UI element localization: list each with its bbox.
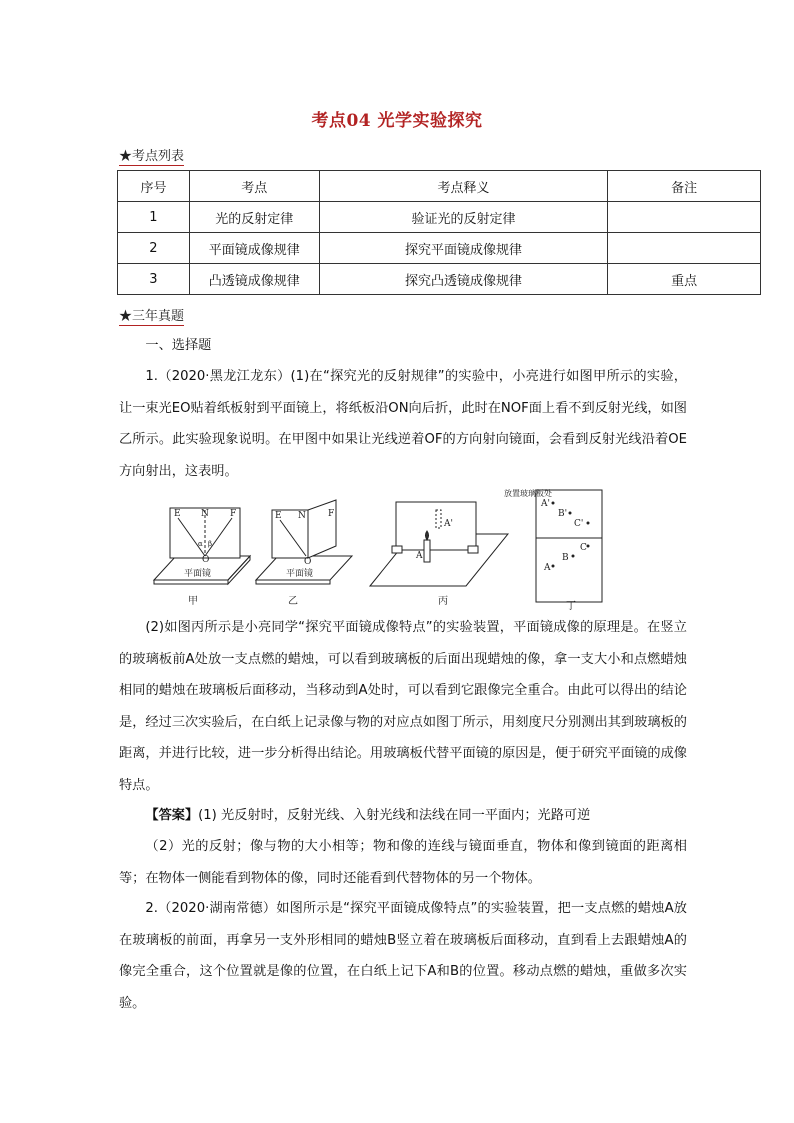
table-cell: 探究平面镜成像规律 — [319, 233, 608, 264]
mirror-label-jia: 平面镜 — [184, 569, 212, 579]
table-row — [118, 202, 761, 233]
label-o: O — [202, 555, 210, 565]
answer-label: 【答案】 — [145, 808, 199, 823]
table-cell: 凸透镜成像规律 — [189, 264, 319, 295]
caption-ding: 丁 — [566, 601, 576, 610]
table-header: 考点释义 — [319, 171, 608, 202]
label-o-yi: O — [304, 557, 312, 567]
point-b — [572, 555, 575, 558]
table-row — [118, 233, 761, 264]
table-cell: 3 — [118, 264, 190, 295]
label-b-prime-ding: B' — [558, 509, 568, 519]
label-n: N — [201, 509, 209, 519]
figure-bing — [370, 502, 508, 586]
table-cell: 2 — [118, 233, 190, 264]
table-cell: 验证光的反射定律 — [319, 202, 608, 233]
answer-line-1 — [119, 800, 687, 832]
topic-table — [117, 170, 761, 295]
label-a-prime-ding: A' — [541, 499, 550, 509]
point-a-prime — [552, 502, 555, 505]
label-a-ding: A — [544, 563, 551, 573]
section-tag-exams-label: ★三年真题 — [119, 309, 185, 324]
table-header-row — [118, 171, 761, 202]
question-1-text: 1.（2020·黑龙江龙东）(1)在“探究光的反射规律”的实验中，小亮进行如图甲所示的实验，让一束光EO贴着纸板射到平面镜上，将纸板沿ON向后折，此时在NOF面上看不到反射光线，如图乙所示。此实验现象说明。在甲图中如果让光线逆着OF的方向射向镜面，会看到反射光线沿着OE方向射出，这表明。 — [119, 369, 687, 479]
label-e-yi: E — [275, 511, 282, 521]
table-header: 考点 — [189, 171, 319, 202]
label-a: A — [416, 551, 423, 561]
caption-jia: 甲 — [188, 596, 198, 607]
label-f-yi: F — [328, 509, 335, 519]
table-cell: 1 — [118, 202, 190, 233]
question-2-text: 2.（2020·湖南常德）如图所示是“探究平面镜成像特点”的实验装置，把一支点燃的蜡烛A放在玻璃板的前面，再拿另一支外形相同的蜡烛B竖立着在玻璃板后面移动，直到看上去跟蜡烛A的像完全重合，这个位置就是像的位置，在白纸上记下A和B的位置。移动点燃的蜡烛，重做多次实验。 — [119, 901, 687, 1011]
section-tag-exams — [119, 305, 184, 324]
label-c-ding: C — [580, 543, 587, 553]
figure-svg — [148, 488, 618, 610]
section-tag-list-label: ★考点列表 — [119, 149, 185, 164]
glass-label: 放置玻璃板处 — [504, 489, 552, 498]
table-cell — [608, 233, 761, 264]
label-e: E — [174, 509, 181, 519]
section-tag-list — [119, 145, 184, 164]
caption-bing: 丙 — [438, 596, 448, 607]
table-row — [118, 264, 761, 295]
table-cell: 重点 — [608, 264, 761, 295]
table-cell: 探究凸透镜成像规律 — [319, 264, 608, 295]
point-c-prime — [587, 522, 590, 525]
label-alpha: α — [198, 540, 203, 548]
table-cell: 光的反射定律 — [189, 202, 319, 233]
question-type-heading: 一、选择题 — [145, 338, 212, 353]
label-b-ding: B — [562, 553, 569, 563]
experiment-figure — [148, 488, 618, 610]
point-c — [587, 545, 590, 548]
label-beta: β — [208, 540, 213, 548]
label-f: F — [230, 509, 237, 519]
label-n-yi: N — [298, 511, 306, 521]
point-b-prime — [569, 512, 572, 515]
table-cell — [608, 202, 761, 233]
label-c-prime-ding: C' — [574, 519, 584, 529]
answer-1: (1) 光反射时，反射光线、入射光线和法线在同一平面内；光路可逆 — [198, 808, 591, 823]
answer-2: （2）光的反射；像与物的大小相等；物和像的连线与镜面垂直，物体和像到镜面的距离相等；在物体一侧能看到物体的像，同时还能看到代替物体的另一个物体。 — [119, 839, 687, 886]
point-a — [552, 565, 555, 568]
page-title: 考点04 光学实验探究 — [311, 111, 483, 131]
question-1-part-2: (2)如图丙所示是小亮同学“探究平面镜成像特点”的实验装置，平面镜成像的原理是。在竖立的玻璃板前A处放一支点燃的蜡烛，可以看到玻璃板的后面出现蜡烛的像，拿一支大小和点燃蜡烛相同的蜡烛在玻璃板后面移动，当移动到A处时，可以看到它跟像完全重合。由此可以得出的结论是，经过三次实验后，在白纸上记录像与物的对应点如图丁所示，用刻度尺分别测出其到玻璃板的距离，并进行比较，进一步分析得出结论。用玻璃板代替平面镜的原因是，便于研究平面镜的成像特点。 — [119, 620, 687, 793]
label-a-prime: A' — [444, 519, 453, 529]
table-cell: 平面镜成像规律 — [189, 233, 319, 264]
table-header: 序号 — [118, 171, 190, 202]
caption-yi: 乙 — [288, 596, 298, 607]
table-header: 备注 — [608, 171, 761, 202]
mirror-label-yi: 平面镜 — [286, 569, 314, 579]
